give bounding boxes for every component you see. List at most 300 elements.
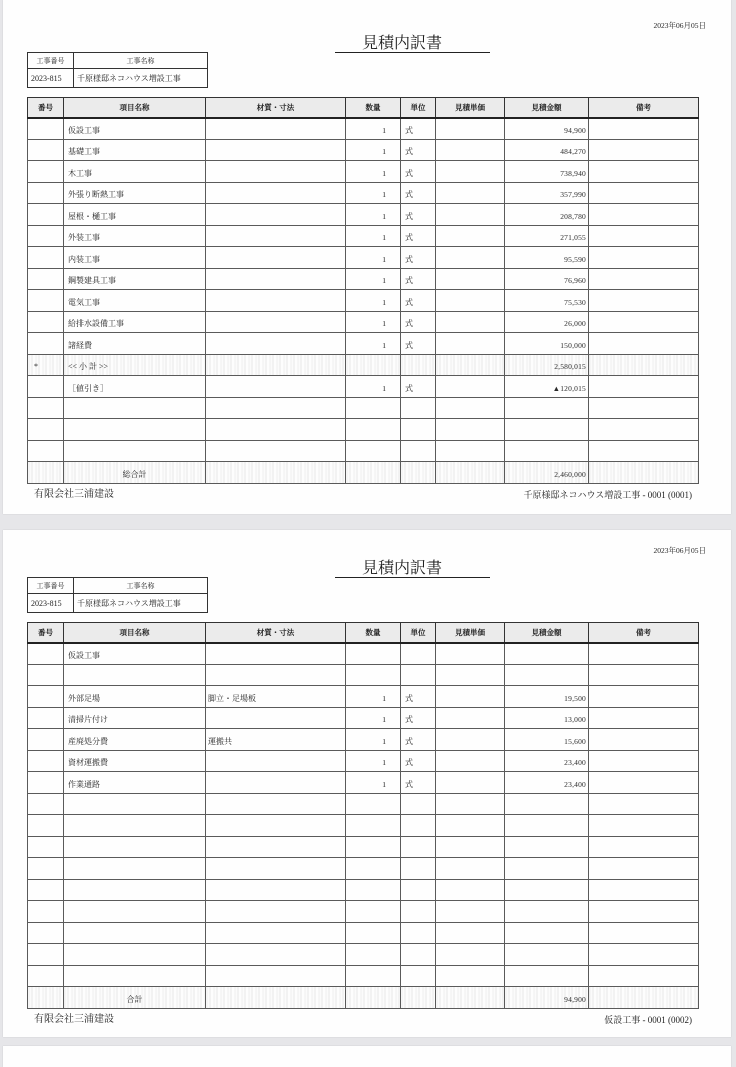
cell-quantity xyxy=(346,836,401,858)
cell-amount: 75,530 xyxy=(505,290,589,312)
table-row xyxy=(28,707,699,729)
cell-item-name: 鋼製建具工事 xyxy=(64,268,206,290)
cell-unit xyxy=(401,397,436,419)
cell-spec xyxy=(206,397,346,419)
cell-unit-price xyxy=(436,397,505,419)
cell-number xyxy=(28,879,64,901)
cell-amount xyxy=(505,793,589,815)
cell-amount xyxy=(505,858,589,880)
cell-note xyxy=(589,729,699,751)
cell-spec xyxy=(206,440,346,462)
cell-unit: 式 xyxy=(401,729,436,751)
table-row xyxy=(28,354,699,376)
column-header-spec: 材質・寸法 xyxy=(206,98,346,118)
cell-number xyxy=(28,836,64,858)
total-row xyxy=(28,987,699,1009)
cell-item-name: 内装工事 xyxy=(64,247,206,269)
cell-unit-price xyxy=(436,750,505,772)
table-header-row xyxy=(28,623,699,643)
table-row xyxy=(28,922,699,944)
table-row xyxy=(28,311,699,333)
cell-note xyxy=(589,247,699,269)
cell-amount: 26,000 xyxy=(505,311,589,333)
cell-item-name xyxy=(64,419,206,441)
cell-number xyxy=(28,311,64,333)
table-row xyxy=(28,118,699,140)
cell-quantity: 1 xyxy=(346,118,401,140)
cell-unit: 式 xyxy=(401,686,436,708)
cell-note xyxy=(589,922,699,944)
cell-quantity: 1 xyxy=(346,750,401,772)
cell-number xyxy=(28,922,64,944)
total-amount: 94,900 xyxy=(505,987,589,1009)
cell-item-name xyxy=(64,664,206,686)
table-row xyxy=(28,815,699,837)
cell-number xyxy=(28,247,64,269)
cell-number xyxy=(28,397,64,419)
table-row xyxy=(28,879,699,901)
project-number: 2023-815 xyxy=(28,594,74,613)
cell-quantity: 1 xyxy=(346,139,401,161)
cell-item-name: 産廃処分費 xyxy=(64,729,206,751)
cell-number xyxy=(28,161,64,183)
total-row xyxy=(28,462,699,484)
column-header-unit-price: 見積単価 xyxy=(436,623,505,643)
cell-quantity: 1 xyxy=(346,161,401,183)
cell-amount: 208,780 xyxy=(505,204,589,226)
cell-unit: 式 xyxy=(401,750,436,772)
cell-amount xyxy=(505,397,589,419)
estimate-table xyxy=(27,622,699,1009)
project-name-label: 工事名称 xyxy=(74,53,208,69)
cell-number xyxy=(28,268,64,290)
cell-note xyxy=(589,772,699,794)
project-info-box xyxy=(27,577,208,613)
cell-item-name xyxy=(64,965,206,987)
cell-note xyxy=(589,879,699,901)
cell-number xyxy=(28,643,64,665)
table-row xyxy=(28,419,699,441)
cell-number: * xyxy=(28,354,64,376)
cell-number xyxy=(28,290,64,312)
cell-unit xyxy=(401,922,436,944)
cell-unit xyxy=(401,858,436,880)
cell-number xyxy=(28,965,64,987)
cell-number xyxy=(28,901,64,923)
project-name: 千原様邸ネコハウス増設工事 xyxy=(74,69,208,88)
cell-quantity: 1 xyxy=(346,247,401,269)
table-row xyxy=(28,268,699,290)
document-title: 見積内訳書 xyxy=(335,36,490,53)
table-row xyxy=(28,440,699,462)
cell-note xyxy=(589,161,699,183)
cell-unit: 式 xyxy=(401,376,436,398)
cell-quantity xyxy=(346,793,401,815)
cell-unit: 式 xyxy=(401,225,436,247)
cell-amount: 484,270 xyxy=(505,139,589,161)
table-row xyxy=(28,772,699,794)
cell-amount: 357,990 xyxy=(505,182,589,204)
cell-quantity xyxy=(346,879,401,901)
cell-note xyxy=(589,182,699,204)
cell-unit xyxy=(401,987,436,1009)
cell-number xyxy=(28,333,64,355)
cell-unit-price xyxy=(436,686,505,708)
cell-unit-price xyxy=(436,858,505,880)
cell-amount: 150,000 xyxy=(505,333,589,355)
cell-spec xyxy=(206,139,346,161)
cell-unit-price xyxy=(436,225,505,247)
cell-note xyxy=(589,290,699,312)
table-row xyxy=(28,139,699,161)
cell-item-name xyxy=(64,836,206,858)
cell-unit-price xyxy=(436,815,505,837)
cell-number xyxy=(28,182,64,204)
cell-spec xyxy=(206,118,346,140)
cell-number xyxy=(28,419,64,441)
cell-unit-price xyxy=(436,879,505,901)
cell-spec xyxy=(206,354,346,376)
cell-item-name: 給排水設備工事 xyxy=(64,311,206,333)
cell-unit: 式 xyxy=(401,311,436,333)
cell-spec xyxy=(206,815,346,837)
cell-unit: 式 xyxy=(401,118,436,140)
page-content xyxy=(3,5,731,512)
column-header-unit-price: 見積単価 xyxy=(436,98,505,118)
cell-note xyxy=(589,987,699,1009)
project-info-header-row xyxy=(28,578,208,594)
table-row xyxy=(28,858,699,880)
cell-item-name: 資材運搬費 xyxy=(64,750,206,772)
cell-quantity: 1 xyxy=(346,204,401,226)
cell-note xyxy=(589,419,699,441)
column-header-spec: 材質・寸法 xyxy=(206,623,346,643)
document-page-partial xyxy=(3,1046,731,1067)
column-header-number: 番号 xyxy=(28,623,64,643)
cell-unit-price xyxy=(436,161,505,183)
cell-item-name: << 小 計 >> xyxy=(64,354,206,376)
cell-quantity xyxy=(346,462,401,484)
cell-spec xyxy=(206,922,346,944)
cell-amount: 23,400 xyxy=(505,750,589,772)
cell-amount xyxy=(505,922,589,944)
cell-item-name: 諸経費 xyxy=(64,333,206,355)
table-row xyxy=(28,643,699,665)
cell-number xyxy=(28,118,64,140)
cell-note xyxy=(589,311,699,333)
cell-note xyxy=(589,204,699,226)
project-info-value-row xyxy=(28,69,208,88)
cell-item-name: 清掃片付け xyxy=(64,707,206,729)
cell-unit xyxy=(401,815,436,837)
cell-unit: 式 xyxy=(401,182,436,204)
cell-unit xyxy=(401,354,436,376)
table-row xyxy=(28,944,699,966)
cell-note xyxy=(589,225,699,247)
cell-amount xyxy=(505,815,589,837)
cell-item-name xyxy=(64,922,206,944)
column-header-unit: 単位 xyxy=(401,98,436,118)
cell-unit-price xyxy=(436,922,505,944)
cell-unit: 式 xyxy=(401,333,436,355)
total-amount: 2,460,000 xyxy=(505,462,589,484)
cell-quantity xyxy=(346,354,401,376)
table-row xyxy=(28,836,699,858)
cell-spec xyxy=(206,225,346,247)
cell-amount xyxy=(505,836,589,858)
column-header-unit: 単位 xyxy=(401,623,436,643)
cell-quantity: 1 xyxy=(346,376,401,398)
cell-amount: 19,500 xyxy=(505,686,589,708)
cell-spec xyxy=(206,772,346,794)
table-row xyxy=(28,225,699,247)
cell-item-name xyxy=(64,440,206,462)
cell-amount: 13,000 xyxy=(505,707,589,729)
cell-number xyxy=(28,707,64,729)
cell-quantity: 1 xyxy=(346,729,401,751)
cell-unit: 式 xyxy=(401,247,436,269)
cell-amount: 23,400 xyxy=(505,772,589,794)
cell-item-name: 作業通路 xyxy=(64,772,206,794)
table-row xyxy=(28,204,699,226)
cell-note xyxy=(589,815,699,837)
cell-unit: 式 xyxy=(401,268,436,290)
cell-item-name xyxy=(64,944,206,966)
cell-amount: 2,580,015 xyxy=(505,354,589,376)
cell-unit: 式 xyxy=(401,290,436,312)
cell-number xyxy=(28,772,64,794)
cell-number xyxy=(28,664,64,686)
cell-note xyxy=(589,686,699,708)
table-body xyxy=(28,118,699,484)
cell-spec xyxy=(206,182,346,204)
issue-date: 2023年06月05日 xyxy=(653,21,706,30)
cell-unit-price xyxy=(436,793,505,815)
cell-note xyxy=(589,707,699,729)
cell-item-name: 仮設工事 xyxy=(64,643,206,665)
cell-note xyxy=(589,440,699,462)
cell-spec xyxy=(206,376,346,398)
table-header-row xyxy=(28,98,699,118)
company-name: 有限会社三浦建設 xyxy=(34,1014,114,1025)
cell-unit-price xyxy=(436,182,505,204)
cell-amount xyxy=(505,419,589,441)
cell-item-name: 基礎工事 xyxy=(64,139,206,161)
cell-item-name xyxy=(64,879,206,901)
cell-spec xyxy=(206,944,346,966)
cell-quantity xyxy=(346,858,401,880)
table-row xyxy=(28,397,699,419)
cell-spec xyxy=(206,707,346,729)
cell-number xyxy=(28,793,64,815)
column-header-quantity: 数量 xyxy=(346,98,401,118)
cell-unit-price xyxy=(436,901,505,923)
column-header-amount: 見積金額 xyxy=(505,98,589,118)
cell-note xyxy=(589,354,699,376)
cell-unit: 式 xyxy=(401,161,436,183)
cell-note xyxy=(589,750,699,772)
cell-unit-price xyxy=(436,247,505,269)
cell-unit-price xyxy=(436,836,505,858)
column-header-number: 番号 xyxy=(28,98,64,118)
document-title: 見積内訳書 xyxy=(335,561,490,578)
cell-unit-price xyxy=(436,204,505,226)
project-name-label: 工事名称 xyxy=(74,578,208,594)
cell-note xyxy=(589,901,699,923)
cell-spec xyxy=(206,836,346,858)
cell-unit-price xyxy=(436,944,505,966)
cell-spec xyxy=(206,664,346,686)
total-label: 合計 xyxy=(64,987,206,1009)
cell-amount xyxy=(505,944,589,966)
cell-unit-price xyxy=(436,440,505,462)
cell-note xyxy=(589,333,699,355)
table-row xyxy=(28,333,699,355)
cell-spec xyxy=(206,311,346,333)
cell-quantity: 1 xyxy=(346,333,401,355)
cell-unit xyxy=(401,944,436,966)
cell-quantity xyxy=(346,815,401,837)
cell-unit: 式 xyxy=(401,707,436,729)
cell-item-name xyxy=(64,901,206,923)
cell-quantity xyxy=(346,397,401,419)
project-info-header-row xyxy=(28,53,208,69)
cell-spec xyxy=(206,161,346,183)
cell-note xyxy=(589,268,699,290)
column-header-note: 備考 xyxy=(589,623,699,643)
cell-unit xyxy=(401,965,436,987)
cell-note xyxy=(589,793,699,815)
cell-unit-price xyxy=(436,987,505,1009)
cell-spec xyxy=(206,204,346,226)
cell-unit-price xyxy=(436,311,505,333)
cell-unit-price xyxy=(436,118,505,140)
cell-spec xyxy=(206,268,346,290)
cell-note xyxy=(589,139,699,161)
cell-quantity xyxy=(346,965,401,987)
cell-item-name xyxy=(64,397,206,419)
cell-unit-price xyxy=(436,376,505,398)
cell-quantity xyxy=(346,419,401,441)
page-reference: 千原様邸ネコハウス増設工事 - 0001 (0001) xyxy=(523,490,692,500)
cell-quantity: 1 xyxy=(346,268,401,290)
cell-spec xyxy=(206,858,346,880)
company-name: 有限会社三浦建設 xyxy=(34,489,114,500)
cell-item-name: 外部足場 xyxy=(64,686,206,708)
cell-item-name: 屋根・樋工事 xyxy=(64,204,206,226)
cell-spec xyxy=(206,643,346,665)
cell-item-name xyxy=(64,815,206,837)
project-number-label: 工事番号 xyxy=(28,53,74,69)
table-row xyxy=(28,729,699,751)
cell-unit-price xyxy=(436,354,505,376)
cell-amount: 738,940 xyxy=(505,161,589,183)
cell-number xyxy=(28,462,64,484)
cell-unit-price xyxy=(436,707,505,729)
cell-note xyxy=(589,397,699,419)
cell-item-name xyxy=(64,858,206,880)
table-row xyxy=(28,161,699,183)
cell-note xyxy=(589,965,699,987)
cell-unit-price xyxy=(436,643,505,665)
cell-quantity xyxy=(346,440,401,462)
cell-number xyxy=(28,139,64,161)
cell-quantity xyxy=(346,922,401,944)
cell-unit-price xyxy=(436,268,505,290)
cell-unit: 式 xyxy=(401,139,436,161)
column-header-item-name: 項目名称 xyxy=(64,623,206,643)
cell-quantity xyxy=(346,944,401,966)
cell-quantity: 1 xyxy=(346,707,401,729)
table-row xyxy=(28,376,699,398)
cell-number xyxy=(28,225,64,247)
document-page xyxy=(3,530,731,1037)
cell-unit xyxy=(401,664,436,686)
cell-number xyxy=(28,944,64,966)
table-row xyxy=(28,247,699,269)
cell-unit-price xyxy=(436,772,505,794)
cell-number xyxy=(28,686,64,708)
cell-number xyxy=(28,440,64,462)
cell-quantity: 1 xyxy=(346,311,401,333)
cell-number xyxy=(28,987,64,1009)
cell-note xyxy=(589,118,699,140)
cell-amount: 94,900 xyxy=(505,118,589,140)
cell-amount: 271,055 xyxy=(505,225,589,247)
page-reference: 仮設工事 - 0001 (0002) xyxy=(604,1015,692,1025)
cell-amount xyxy=(505,664,589,686)
cell-note xyxy=(589,462,699,484)
project-number-label: 工事番号 xyxy=(28,578,74,594)
cell-amount: ▲120,015 xyxy=(505,376,589,398)
table-body xyxy=(28,643,699,1009)
cell-note xyxy=(589,944,699,966)
cell-number xyxy=(28,750,64,772)
column-header-note: 備考 xyxy=(589,98,699,118)
cell-spec xyxy=(206,419,346,441)
cell-spec xyxy=(206,901,346,923)
cell-quantity: 1 xyxy=(346,182,401,204)
cell-number xyxy=(28,858,64,880)
cell-number xyxy=(28,729,64,751)
cell-unit-price xyxy=(436,664,505,686)
cell-amount: 76,960 xyxy=(505,268,589,290)
cell-spec xyxy=(206,965,346,987)
table-row xyxy=(28,965,699,987)
table-row xyxy=(28,750,699,772)
cell-unit xyxy=(401,793,436,815)
cell-quantity xyxy=(346,664,401,686)
cell-spec xyxy=(206,879,346,901)
cell-unit xyxy=(401,643,436,665)
cell-unit: 式 xyxy=(401,772,436,794)
cell-unit xyxy=(401,879,436,901)
cell-unit xyxy=(401,419,436,441)
column-header-item-name: 項目名称 xyxy=(64,98,206,118)
cell-amount: 15,600 xyxy=(505,729,589,751)
cell-unit: 式 xyxy=(401,204,436,226)
cell-item-name: ［値引き］ xyxy=(64,376,206,398)
table-row xyxy=(28,664,699,686)
cell-number xyxy=(28,376,64,398)
cell-spec xyxy=(206,462,346,484)
cell-spec: 脚立・足場板 xyxy=(206,686,346,708)
cell-unit xyxy=(401,462,436,484)
table-row xyxy=(28,290,699,312)
cell-unit-price xyxy=(436,419,505,441)
project-name: 千原様邸ネコハウス増設工事 xyxy=(74,594,208,613)
project-number: 2023-815 xyxy=(28,69,74,88)
